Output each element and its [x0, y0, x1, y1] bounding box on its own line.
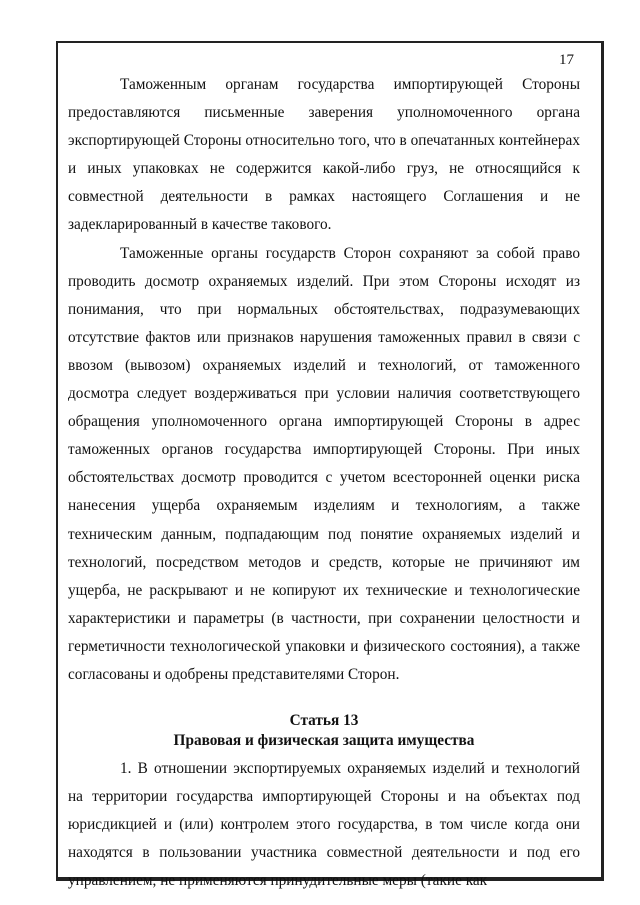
page-number: 17	[559, 52, 574, 68]
article-heading	[68, 711, 580, 751]
article-title: Правовая и физическая защита имущества	[173, 732, 475, 750]
paragraph-article-13-1: 1. В отношении экспортируемых охраняемых изделий и технологий на территории государства импортирующей Стороны и на объектах под юрисдикцией и (или) контролем этого государства, в том числе когда они находятся в пользовании участника совместной деятельности и под его управлением, не применяются принудительные меры (такие как	[68, 760, 580, 890]
paragraph-customs-assurances: Таможенным органам государства импортирующей Стороны предоставляются письменные заверения уполномоченного органа экспортирующей Стороны относительно того, что в опечатанных контейнерах и иных упаковках не содержится какой-либо груз, не относящийся к совместной деятельности в рамках настоящего Соглашения и не задекларированный в качестве такового.	[68, 76, 580, 234]
paragraph-customs-inspection: Таможенные органы государств Сторон сохраняют за собой право проводить досмотр охраняемых изделий. При этом Стороны исходят из понимания, что при нормальных обстоятельствах, подразумевающих отсутствие фактов или признаков нарушения таможенных правил в связи с ввозом (вывозом) охраняемых изделий и технологий, от таможенного досмотра следует воздерживаться при условии наличия соответствующего обращения уполномоченного органа импортирующей Стороны в адрес таможенных органов государства импортирующей Стороны. При иных обстоятельствах досмотр проводится с учетом всесторонней оценки риска нанесения ущерба охраняемым изделиям и технологиям, а также техническим данным, подпадающим под понятие охраняемых изделий и технологий, посредством методов и средств, которые не причиняют им ущерба, не раскрывают и не копируют их технические и технологические характеристики и параметры (в частности, при сохранении целостности и герметичности технологической упаковки и физического состояния), а также согласованы и одобрены представителями Сторон.	[68, 244, 580, 683]
document-body	[68, 71, 580, 896]
article-number: Статья 13	[289, 712, 359, 730]
